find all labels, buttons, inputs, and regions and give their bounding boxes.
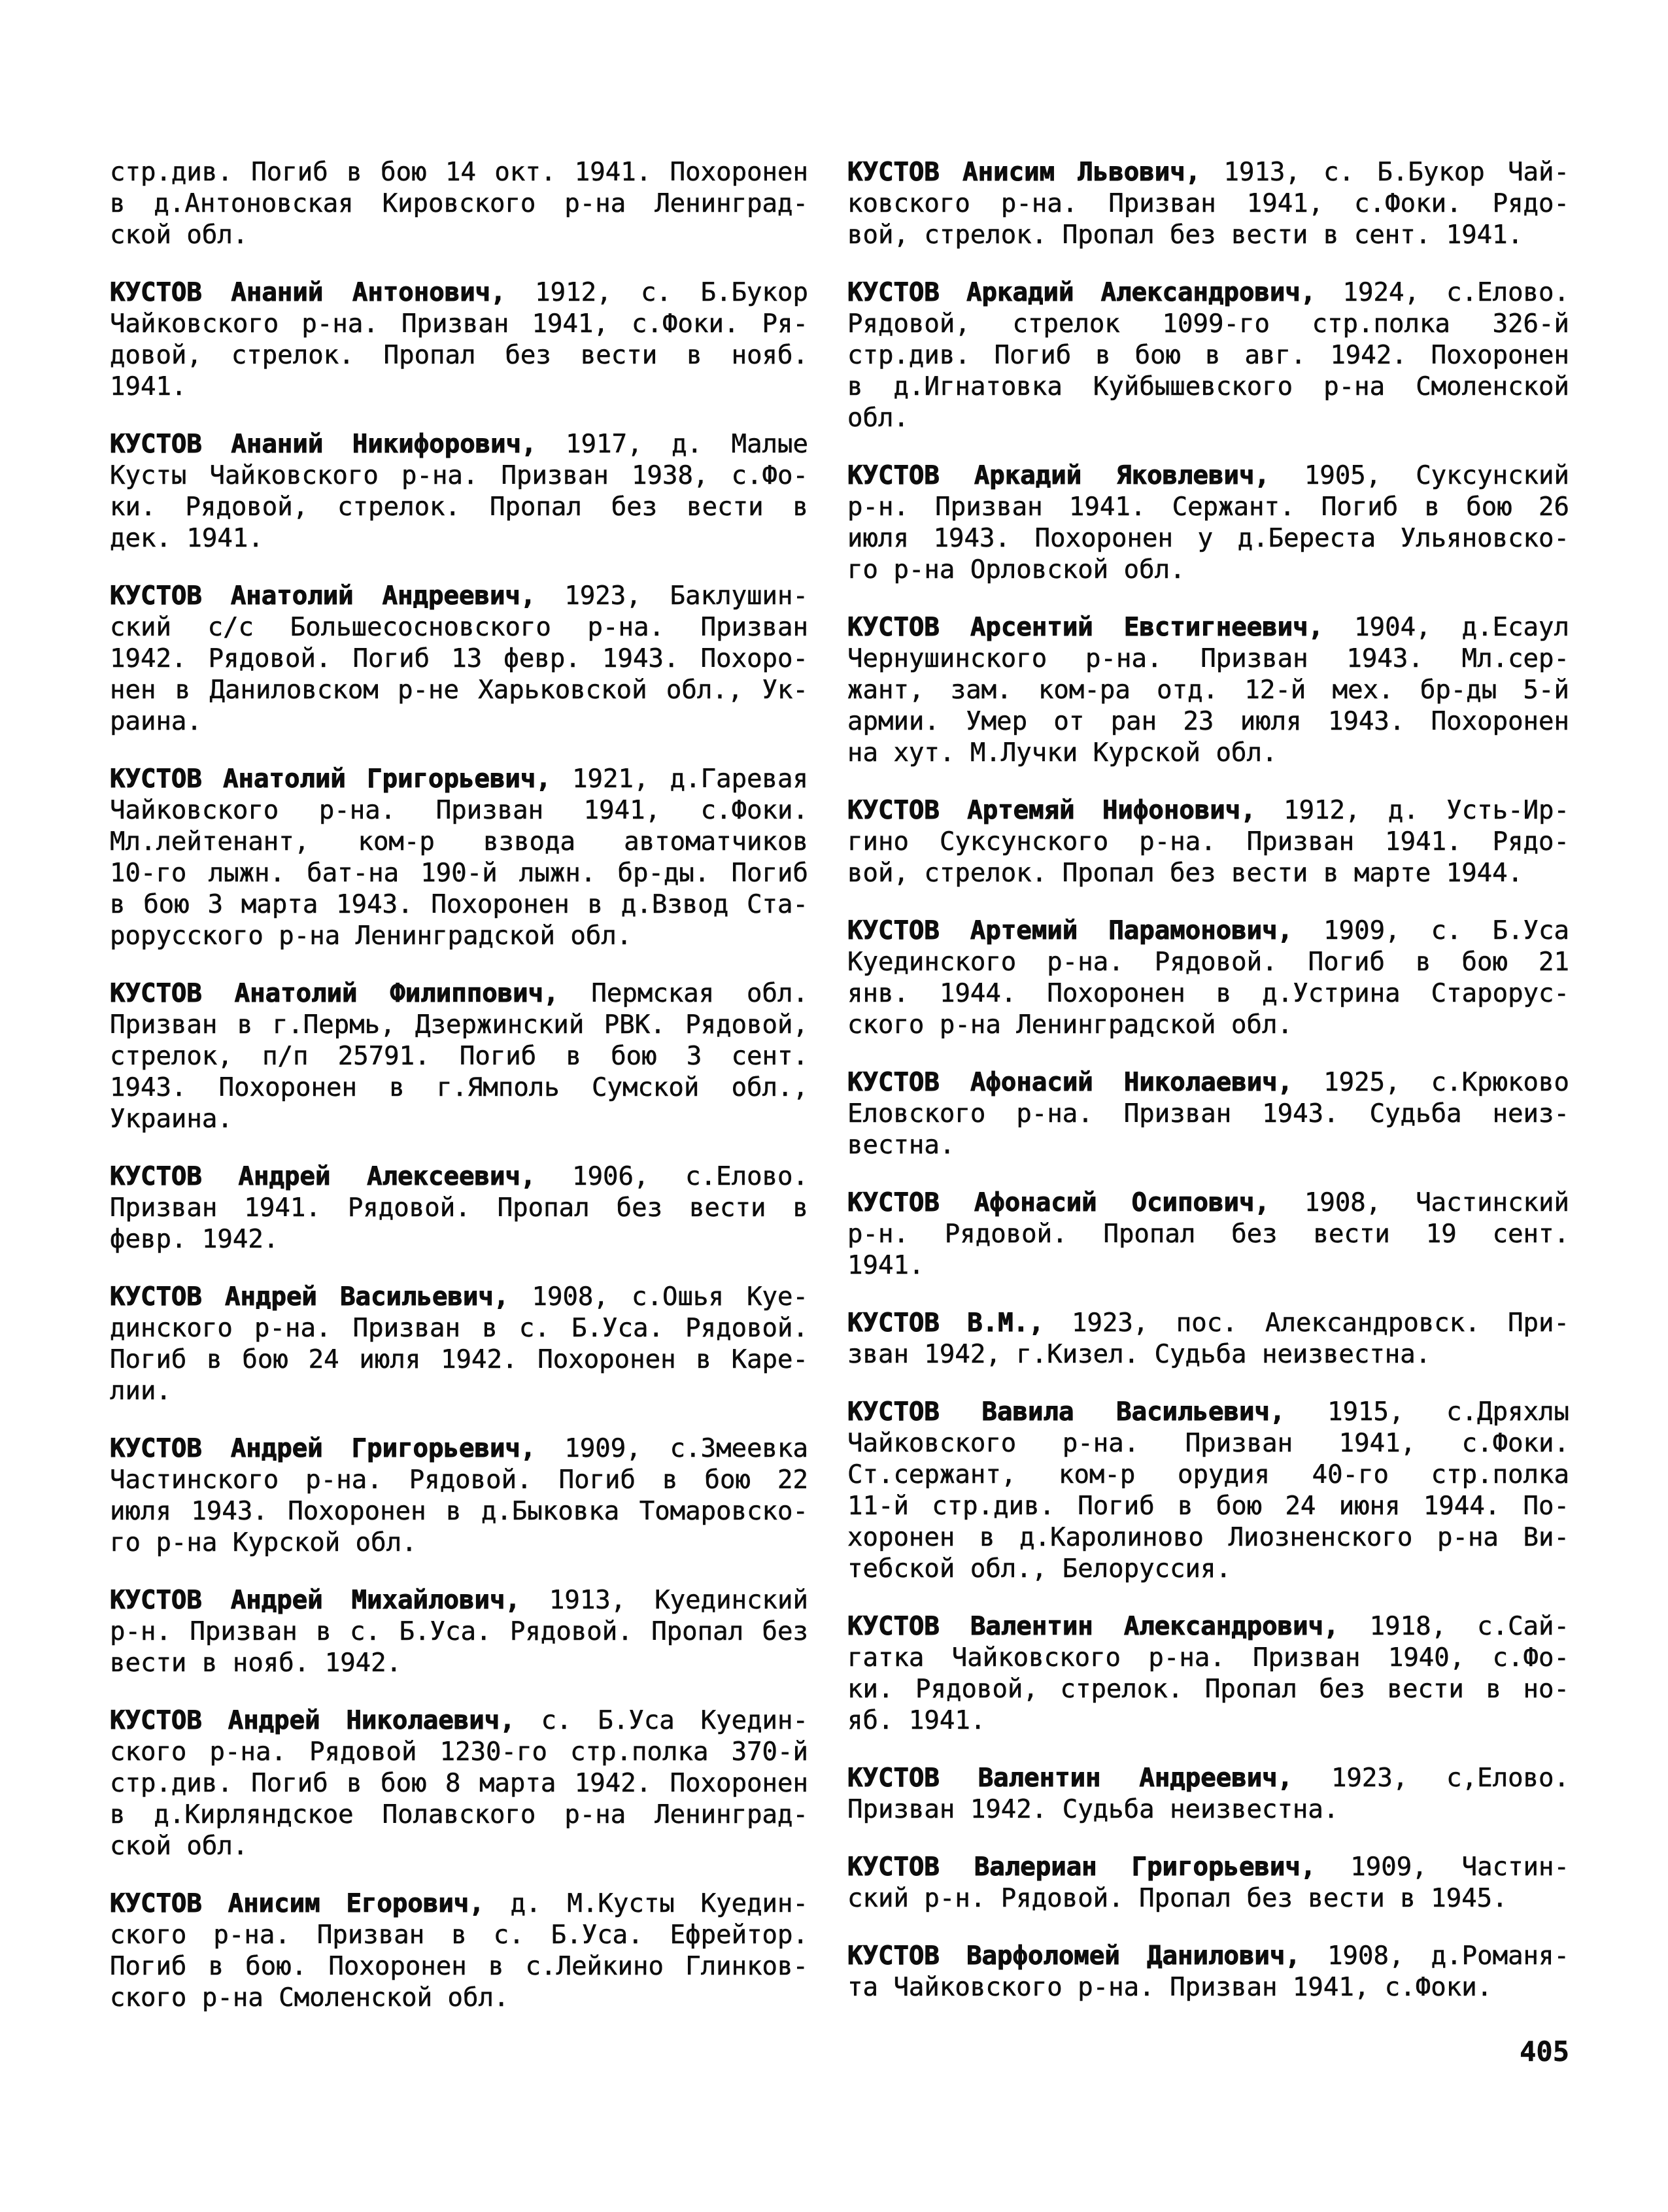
entry-line: динского р-на. Призван в с. Б.Уса. Рядовой. [110, 1314, 808, 1343]
entry-name: КУСТОВ Валентин Андреевич, [847, 1763, 1293, 1793]
entry-line: КУСТОВ Андрей Михайлович, 1913, Куединский [110, 1586, 808, 1615]
entry-line: ской обл. [110, 220, 248, 250]
entry-line: Мл.лейтенант, ком-р взвода автоматчиков [110, 827, 808, 857]
entry-line: вести в нояб. 1942. [110, 1648, 402, 1678]
entry-line: ковского р-на. Призван 1941, с.Фоки. Рядо- [847, 189, 1569, 218]
entry-line: 1941. [110, 372, 187, 401]
entry-line: 10-го лыжн. бат-на 190-й лыжн. бр-ды. Погиб [110, 859, 808, 888]
entry [110, 1161, 808, 1255]
entry-line: КУСТОВ Ананий Антонович, 1912, с. Б.Букор [110, 278, 808, 307]
entry [847, 277, 1569, 434]
entry-line: р-н. Призван в с. Б.Уса. Рядовой. Пропал без [110, 1617, 808, 1646]
entry [110, 1585, 808, 1679]
entry-line: ского р-на. Призван в с. Б.Уса. Ефрейтор. [110, 1920, 808, 1950]
entry-line: 1943. Похоронен в г.Ямполь Сумской обл., [110, 1073, 808, 1102]
entry-line: 1941. [847, 1251, 925, 1280]
entry-line: КУСТОВ Андрей Николаевич, с. Б.Уса Куедин- [110, 1706, 808, 1735]
entry-name: КУСТОВ Анисим Львович, [847, 158, 1201, 187]
entry [110, 764, 808, 952]
entry-line: КУСТОВ Аркадий Александрович, 1924, с.Елово. [847, 278, 1569, 307]
entry-line: Чайковского р-на. Призван 1941, с.Фоки. Ря- [110, 309, 808, 339]
entry-line: в бою 3 марта 1943. Похоронен в д.Взвод Ста- [110, 890, 808, 919]
entry [847, 1067, 1569, 1161]
entry-name: КУСТОВ Арсентий Евстигнеевич, [847, 613, 1324, 642]
entry-line: та Чайковского р-на. Призван 1941, с.Фоки. [847, 1973, 1493, 2002]
entry-line: ки. Рядовой, стрелок. Пропал без вести в [110, 492, 808, 522]
entry [110, 277, 808, 403]
entry-name: КУСТОВ Артемий Парамонович, [847, 916, 1293, 945]
entry [847, 612, 1569, 769]
entry-line: Куединского р-на. Рядовой. Погиб в бою 21 [847, 947, 1569, 977]
entry [110, 429, 808, 554]
entry-line: стр.див. Погиб в бою в авг. 1942. Похоронен [847, 341, 1569, 370]
entry [847, 157, 1569, 251]
entry-line: стр.див. Погиб в бою 8 марта 1942. Похоронен [110, 1769, 808, 1798]
entry-line: ки. Рядовой, стрелок. Пропал без вести в но- [847, 1675, 1569, 1704]
entry [847, 1852, 1569, 1914]
entry-name: КУСТОВ Ананий Никифорович, [110, 430, 537, 459]
entry-line: Чайковского р-на. Призван 1941, с.Фоки. [110, 796, 808, 825]
entry-line: Еловского р-на. Призван 1943. Судьба неиз- [847, 1099, 1569, 1129]
entry-line: Призван 1942. Судьба неизвестна. [847, 1795, 1339, 1824]
entry-line: КУСТОВ Варфоломей Данилович, 1908, д.Романя- [847, 1941, 1569, 1971]
entry-line: КУСТОВ Валентин Андреевич, 1923, с,Елово. [847, 1763, 1569, 1793]
entry-line: рорусского р-на Ленинградской обл. [110, 921, 632, 951]
entry-name: КУСТОВ Анатолий Филиппович, [110, 979, 559, 1008]
entry-line: вой, стрелок. Пропал без вести в марте 1944. [847, 859, 1523, 888]
entry-line: в д.Игнатовка Куйбышевского р-на Смоленской [847, 372, 1569, 401]
entry-line: обл. [847, 403, 909, 433]
entry-line: КУСТОВ Афонасий Осипович, 1908, Частинский [847, 1188, 1569, 1217]
entry-line: КУСТОВ Артемяй Нифонович, 1912, д. Усть-Ир- [847, 796, 1570, 825]
entry [110, 1705, 808, 1862]
page-number: 405 [1520, 2035, 1569, 2067]
entry-name: КУСТОВ Афонасий Осипович, [847, 1188, 1270, 1217]
entry-name: КУСТОВ Варфоломей Данилович, [847, 1941, 1301, 1971]
entry-line: Ст.сержант, ком-р орудия 40-го стр.полка [847, 1460, 1569, 1489]
entry [847, 1763, 1569, 1826]
column-left [110, 157, 808, 2040]
entry-line: янв. 1944. Похоронен в д.Устрина Старорус- [847, 979, 1569, 1008]
entry-line: зван 1942, г.Кизел. Судьба неизвестна. [847, 1340, 1431, 1369]
entry-line: 1942. Рядовой. Погиб 13 февр. 1943. Похоро- [110, 644, 808, 673]
entry-line: 11-й стр.див. Погиб в бою 24 июня 1944. По- [847, 1491, 1569, 1521]
entry-name: КУСТОВ Артемяй Нифонович, [847, 796, 1256, 825]
entry-line: КУСТОВ Артемий Парамонович, 1909, с. Б.Уса [847, 916, 1569, 945]
entry [847, 1611, 1569, 1737]
entry-line: довой, стрелок. Пропал без вести в нояб. [110, 341, 808, 370]
entry-line: КУСТОВ Андрей Васильевич, 1908, с.Ошья Куе- [110, 1282, 808, 1312]
entry [847, 460, 1569, 586]
entry-line: КУСТОВ Анатолий Андреевич, 1923, Баклушин- [110, 581, 808, 611]
entry-line: июля 1943. Похоронен у д.Береста Ульяновско- [847, 524, 1569, 553]
entry-name: КУСТОВ Анатолий Григорьевич, [110, 764, 551, 794]
entry-line: Чернушинского р-на. Призван 1943. Мл.сер- [847, 644, 1569, 673]
entry [847, 1308, 1569, 1370]
entry-line: дек. 1941. [110, 524, 264, 553]
entry-name: КУСТОВ Андрей Григорьевич, [110, 1434, 536, 1463]
entry-name: КУСТОВ Валентин Александрович, [847, 1612, 1339, 1641]
entry [847, 915, 1569, 1041]
entry [110, 978, 808, 1135]
entry-name: КУСТОВ Аркадий Яковлевич, [847, 461, 1270, 490]
entry-line: армии. Умер от ран 23 июля 1943. Похоронен [847, 707, 1569, 736]
entry-line: Чайковского р-на. Призван 1941, с.Фоки. [847, 1429, 1569, 1458]
entry-line: р-н. Призван 1941. Сержант. Погиб в бою 26 [847, 492, 1569, 522]
entry-line: Погиб в бою 24 июля 1942. Похоронен в Каре- [110, 1345, 808, 1374]
entry [847, 1941, 1569, 2003]
entry-line: ского р-на. Рядовой 1230-го стр.полка 370-й [110, 1737, 808, 1767]
entry-line: Призван 1941. Рядовой. Пропал без вести в [110, 1193, 808, 1223]
entry [847, 1187, 1569, 1282]
entry-name: КУСТОВ В.М., [847, 1308, 1044, 1338]
entry-line: КУСТОВ Андрей Григорьевич, 1909, с.Змеевка [110, 1434, 808, 1463]
entry-line: Рядовой, стрелок 1099-го стр.полка 326-й [847, 309, 1569, 339]
entry-line: июля 1943. Похоронен в д.Быковка Томаровско- [110, 1497, 808, 1526]
entry-line: ского р-на Смоленской обл. [110, 1983, 509, 2013]
entry-line: раина. [110, 707, 202, 736]
entry-line: КУСТОВ Анисим Егорович, д. М.Кусты Куедин- [110, 1889, 808, 1918]
entry-line: стрелок, п/п 25791. Погиб в бою 3 сент. [110, 1042, 808, 1071]
entry-line: Кусты Чайковского р-на. Призван 1938, с.Фо- [110, 461, 808, 490]
entry-name: КУСТОВ Андрей Васильевич, [110, 1282, 509, 1312]
entry-line: жант, зам. ком-ра отд. 12-й мех. бр-ды 5-й [847, 675, 1569, 705]
entry-line: КУСТОВ В.М., 1923, пос. Александровск. При- [847, 1308, 1569, 1338]
entry-line: стр.див. Погиб в бою 14 окт. 1941. Похоронен [110, 158, 808, 187]
entry-line: тебской обл., Белоруссия. [847, 1554, 1231, 1584]
entry-line: гатка Чайковского р-на. Призван 1940, с.Фо- [847, 1643, 1569, 1673]
entry-line: КУСТОВ Вавила Васильевич, 1915, с.Дряхлы [847, 1397, 1570, 1427]
entry-line: Украина. [110, 1104, 233, 1134]
entry-line: КУСТОВ Арсентий Евстигнеевич, 1904, д.Есаул [847, 613, 1569, 642]
entry-line: р-н. Рядовой. Пропал без вести 19 сент. [847, 1219, 1569, 1249]
entry-line: вой, стрелок. Пропал без вести в сент. 1941. [847, 220, 1523, 250]
entry [847, 1397, 1569, 1585]
entry-line: го р-на Курской обл. [110, 1528, 417, 1557]
entry-name: КУСТОВ Андрей Николаевич, [110, 1706, 515, 1735]
entry-name: КУСТОВ Андрей Михайлович, [110, 1586, 520, 1615]
entry [110, 1888, 808, 2014]
entry-line: гино Суксунского р-на. Призван 1941. Рядо- [847, 827, 1569, 857]
entry [110, 157, 808, 251]
entry-name: КУСТОВ Вавила Васильевич, [847, 1397, 1285, 1427]
entry-line: ский с/с Большесосновского р-на. Призван [110, 613, 808, 642]
entry-line: ского р-на Ленинградской обл. [847, 1010, 1293, 1040]
entry-line: КУСТОВ Афонасий Николаевич, 1925, с.Крюково [847, 1068, 1569, 1097]
entry [847, 795, 1569, 889]
entry-line: лии. [110, 1376, 171, 1406]
column-right [847, 157, 1569, 2030]
entry-name: КУСТОВ Анисим Егорович, [110, 1889, 485, 1918]
entry-name: КУСТОВ Валериан Григорьевич, [847, 1852, 1316, 1882]
entry [110, 1282, 808, 1407]
entry-line: КУСТОВ Валериан Григорьевич, 1909, Частин- [847, 1852, 1569, 1882]
entry-line: КУСТОВ Валентин Александрович, 1918, с.Сай- [847, 1612, 1569, 1641]
entry-line: вестна. [847, 1131, 955, 1160]
entry-line: в д.Антоновская Кировского р-на Ленинград- [110, 189, 808, 218]
entry [110, 1433, 808, 1559]
entry-line: яб. 1941. [847, 1706, 986, 1735]
entry-line: ской обл. [110, 1831, 248, 1861]
entry-name: КУСТОВ Анатолий Андреевич, [110, 581, 536, 611]
entry-line: Погиб в бою. Похоронен в с.Лейкино Глинков- [110, 1952, 808, 1981]
entry-line: февр. 1942. [110, 1225, 279, 1254]
entry-line: ский р-н. Рядовой. Пропал без вести в 1945. [847, 1884, 1508, 1913]
entry-line: КУСТОВ Андрей Алексеевич, 1906, с.Елово. [110, 1162, 809, 1191]
entry-line: в д.Кирляндское Полавского р-на Ленинград- [110, 1800, 808, 1829]
entry-line: КУСТОВ Ананий Никифорович, 1917, д. Малые [110, 430, 808, 459]
entry-name: КУСТОВ Ананий Антонович, [110, 278, 506, 307]
entry [110, 581, 808, 738]
entry-line: КУСТОВ Анатолий Григорьевич, 1921, д.Гаревая [110, 764, 808, 794]
entry-line: КУСТОВ Анисим Львович, 1913, с. Б.Букор Чай- [847, 158, 1569, 187]
entry-name: КУСТОВ Афонасий Николаевич, [847, 1068, 1293, 1097]
entry-line: КУСТОВ Аркадий Яковлевич, 1905, Суксунский [847, 461, 1569, 490]
entry-line: нен в Даниловском р-не Харьковской обл., Ук- [110, 675, 808, 705]
entry-line: го р-на Орловской обл. [847, 555, 1185, 585]
entry-line: Частинского р-на. Рядовой. Погиб в бою 22 [110, 1465, 808, 1495]
entry-line: хоронен в д.Каролиново Лиозненского р-на Ви- [847, 1523, 1569, 1552]
entry-name: КУСТОВ Аркадий Александрович, [847, 278, 1316, 307]
entry-line: на хут. М.Лучки Курской обл. [847, 738, 1278, 768]
entry-name: КУСТОВ Андрей Алексеевич, [110, 1162, 536, 1191]
entry-line: КУСТОВ Анатолий Филиппович, Пермская обл. [110, 979, 808, 1008]
entry-line: Призван в г.Пермь, Дзержинский РВК. Рядовой, [110, 1010, 808, 1040]
